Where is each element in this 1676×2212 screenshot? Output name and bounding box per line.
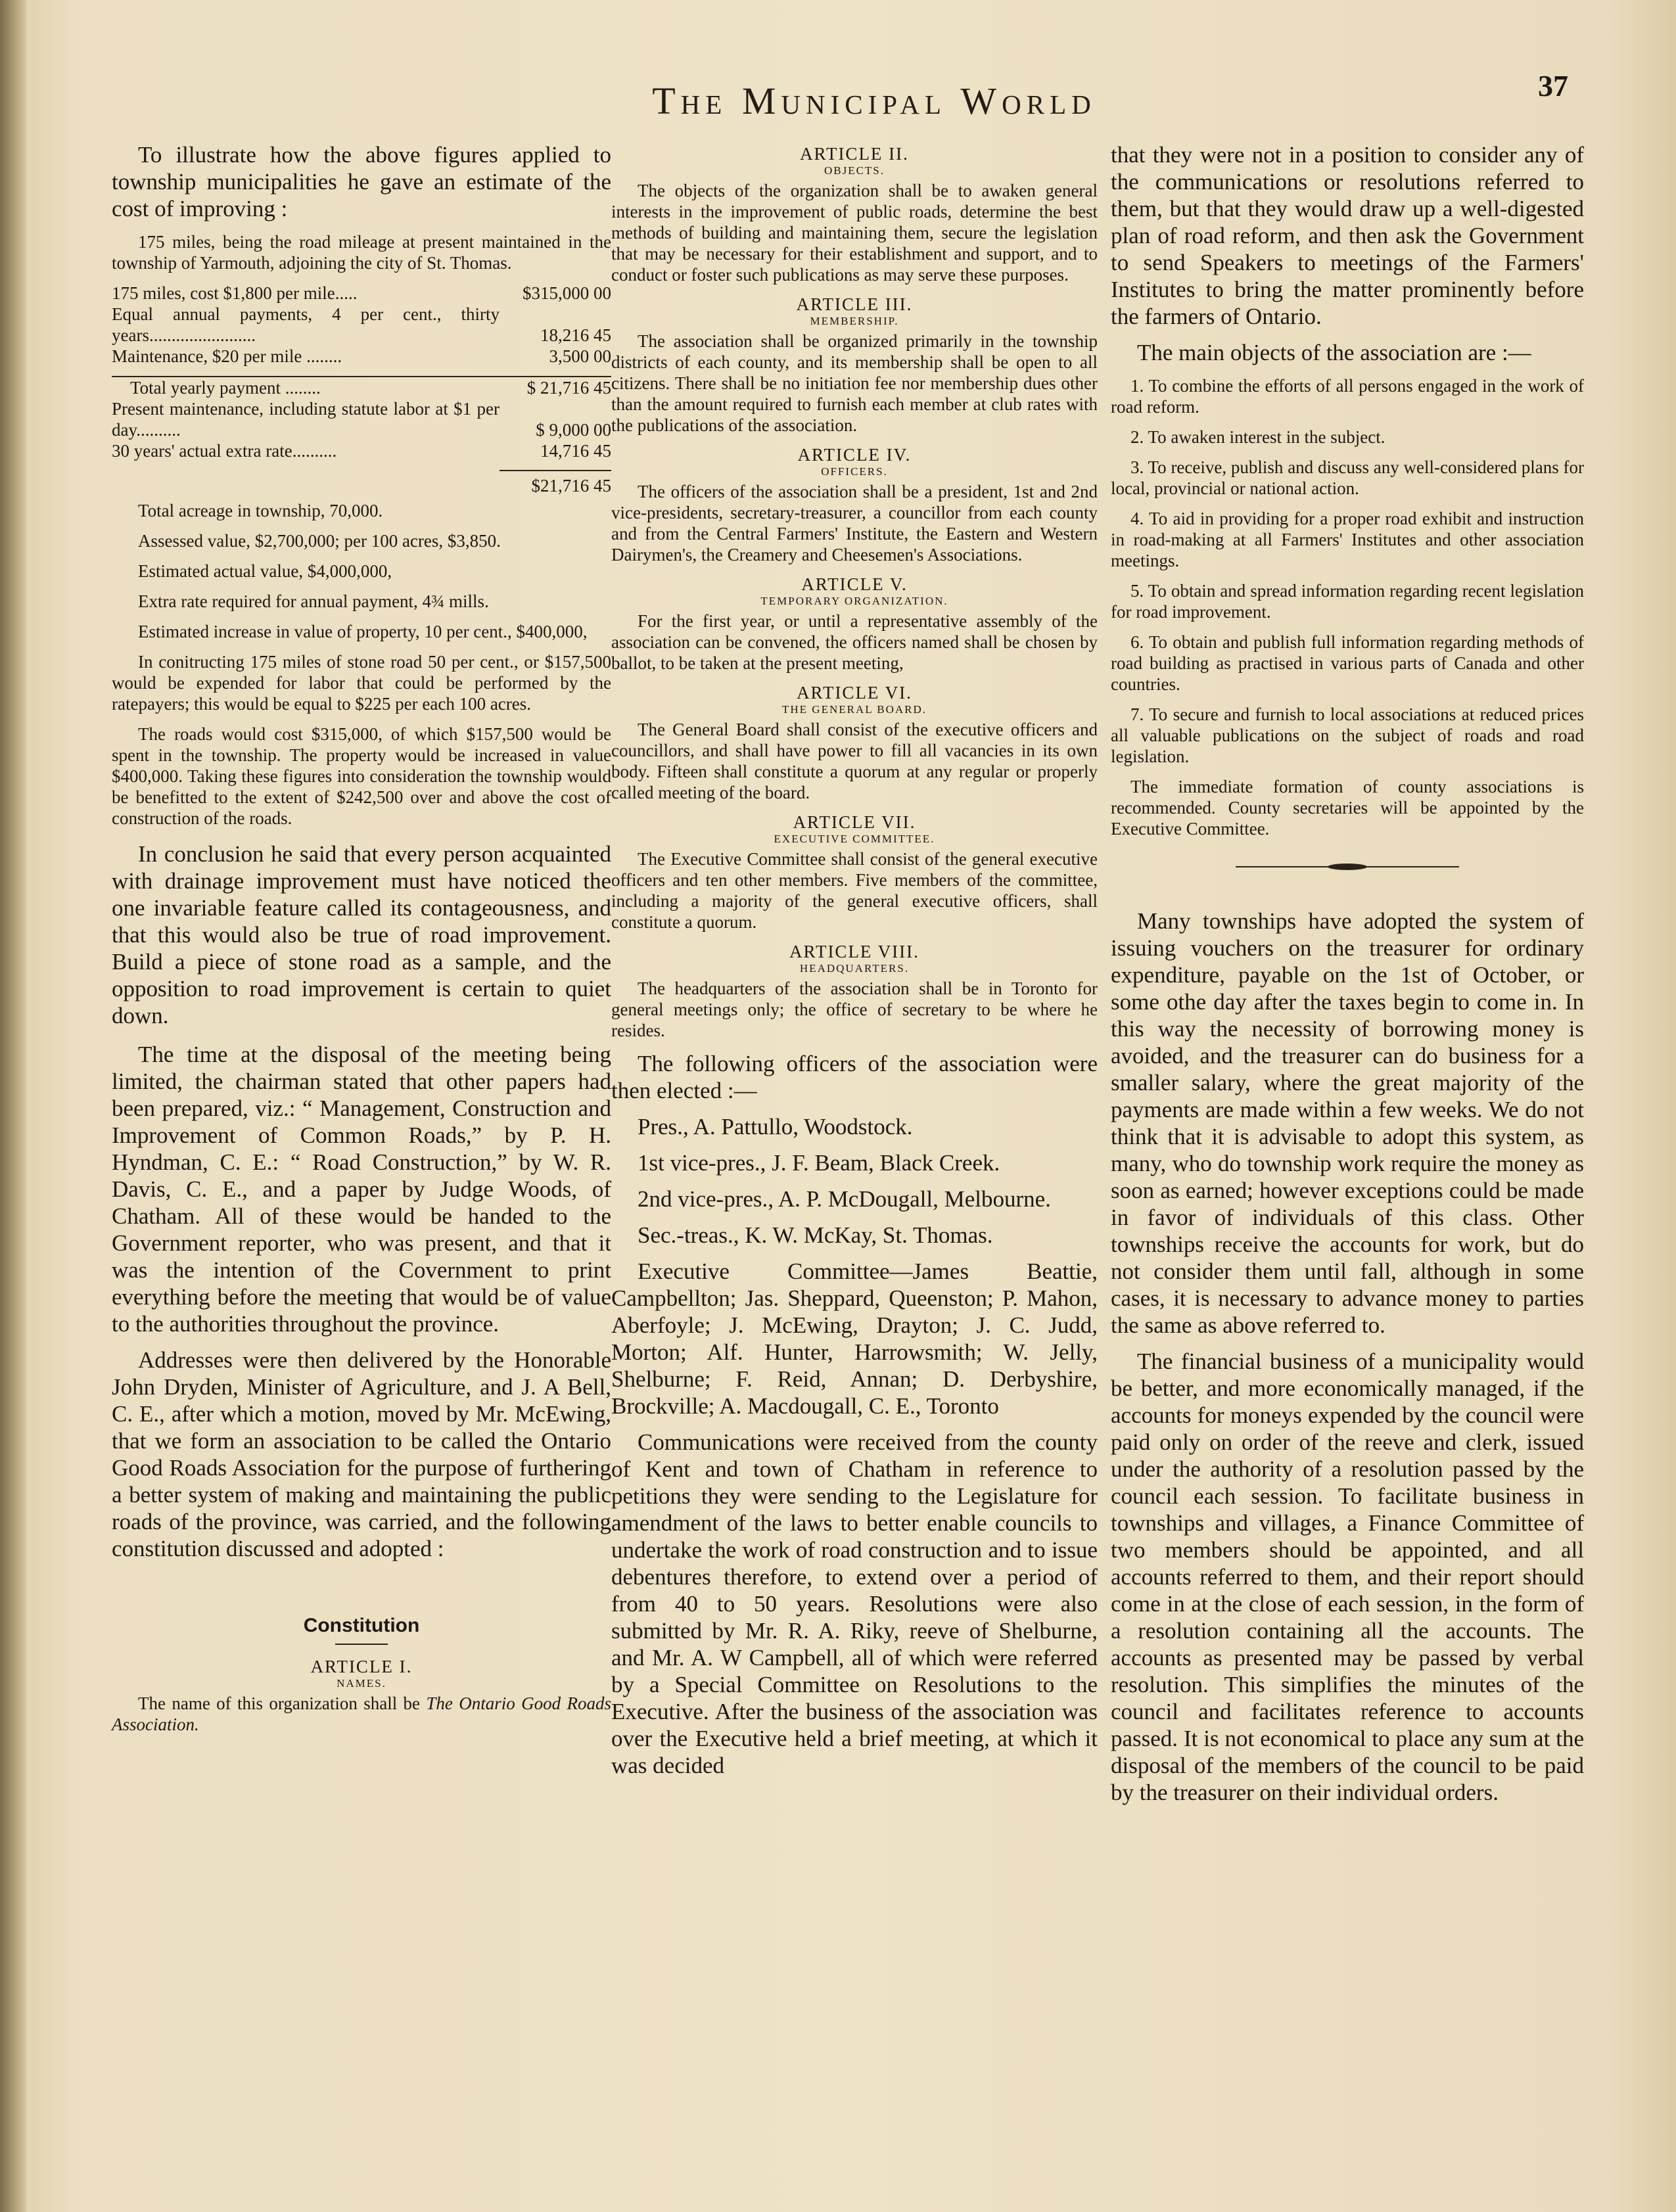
cost-table bbox=[112, 283, 611, 496]
paragraph: The objects of the organization shall be to awaken general interests in the improvement of public roads, determine the best methods of building and maintaining them, secure the legislation that may be necessary for their establishment and support, and to conduct or foster such publications as may serve these purposes. bbox=[611, 181, 1098, 285]
table-cell: Maintenance, $20 per mile ........ bbox=[112, 346, 342, 366]
table-cell: 30 years' actual extra rate.......... bbox=[112, 441, 337, 461]
table-cell: Equal annual payments, 4 per cent., thirty years........................ bbox=[112, 304, 500, 345]
list-item: 5. To obtain and spread information regarding recent legislation for road improvement. bbox=[1111, 581, 1584, 622]
article-subheading: TEMPORARY ORGANIZATION. bbox=[760, 595, 948, 607]
article-heading: ARTICLE I. bbox=[310, 1657, 413, 1676]
article-subheading: OFFICERS. bbox=[821, 465, 888, 478]
paragraph: Estimated actual value, $4,000,000, bbox=[138, 561, 392, 581]
paragraph: In conitructing 175 miles of stone road 50 per cent., or $157,500 would be expended for labor that could be performed by the ratepayers; this would be equal to $225 per each 100 acres. bbox=[112, 652, 611, 714]
article-heading: ARTICLE III. bbox=[796, 294, 913, 314]
table-row bbox=[112, 283, 611, 304]
table-cell: 175 miles, cost $1,800 per mile..... bbox=[112, 283, 358, 303]
section-heading: Constitution bbox=[303, 1615, 420, 1636]
article-heading: ARTICLE IV. bbox=[797, 445, 912, 465]
paragraph: The General Board shall consist of the executive officers and councillors, and shall have power to fill all vacancies in its own body. Fifteen shall constitute a quorum at any regular or properly called meeting of the board. bbox=[611, 720, 1098, 802]
page-title: The Municipal World bbox=[652, 80, 1096, 122]
table-cell: 14,716 45 bbox=[540, 441, 611, 461]
article-heading: ARTICLE II. bbox=[800, 144, 909, 164]
table-row bbox=[112, 440, 611, 471]
article-subheading: NAMES. bbox=[337, 1677, 386, 1690]
article-heading: ARTICLE V. bbox=[801, 574, 908, 594]
paragraph: The headquarters of the association shall be in Toronto for general meetings only; the office of secretary to be where he resides. bbox=[611, 979, 1098, 1040]
table-cell: 3,500 00 bbox=[549, 346, 611, 366]
list-item: 1. To combine the efforts of all persons engaged in the work of road reform. bbox=[1111, 376, 1584, 417]
list-item: 4. To aid in providing for a proper road exhibit and instruction in road-making at all Farmers' Institutes and other association meetings. bbox=[1111, 509, 1584, 570]
paragraph: 2nd vice-pres., A. P. McDougall, Melbourne. bbox=[638, 1186, 1051, 1212]
table-row bbox=[112, 304, 611, 346]
column-1 bbox=[112, 141, 611, 1744]
paragraph: Assessed value, $2,700,000; per 100 acres, $3,850. bbox=[138, 531, 501, 551]
paragraph: The main objects of the association are :— bbox=[1137, 340, 1531, 365]
paragraph: Communications were received from the county of Kent and town of Chatham in reference to petitions they were sending to the Legislature for amendment of the laws to better enable councils to undertake the work of road construction and to issue debentures therefore, to extend over a period of from 40 to 50 years. Resolutions were also submitted by Mr. R. A. Riky, reeve of Shelburne, and Mr. A. W Campbell, all of which were referred by a Special Committee on Resolutions to the Executive. After the business of the association was over the Executive held a brief meeting, at which it was decided bbox=[611, 1429, 1098, 1778]
list-item: 6. To obtain and publish full information regarding methods of road building as practised in various parts of Canada and other countries. bbox=[1111, 632, 1584, 694]
paragraph: Sec.-treas., K. W. McKay, St. Thomas. bbox=[638, 1222, 993, 1248]
paragraph: In conclusion he said that every person acquainted with drainage improvement must have noticed the one invariable feature called its contageousness, and that this would also be true of road improvement. Build a piece of stone road as a sample, and the opposition to road improvement is certain to quiet down. bbox=[112, 841, 611, 1028]
paragraph: The officers of the association shall be a president, 1st and 2nd vice-presidents, secretary-treasurer, a councillor from each county and from the Central Farmers' Institute, the Eastern and Western Dairymen's, the Creamery and Cheesemen's Associations. bbox=[611, 482, 1098, 565]
paragraph: Pres., A. Pattullo, Woodstock. bbox=[638, 1114, 913, 1140]
table-row bbox=[112, 377, 611, 398]
paragraph: that they were not in a position to consider any of the communications or resolutions referred to them, but that they would draw up a well-digested plan of road reform, and then ask the Government to send Speakers to meetings of the Farmers' Institutes to bring the matter prominently before the farmers of Ontario. bbox=[1111, 142, 1584, 329]
article-subheading: HEADQUARTERS. bbox=[799, 962, 910, 975]
table-row bbox=[112, 346, 611, 377]
table-row bbox=[112, 398, 611, 440]
ornamental-divider bbox=[1236, 865, 1459, 868]
paragraph: To illustrate how the above figures applied to township municipalities he gave an estimate of the cost of improving : bbox=[112, 142, 611, 221]
paragraph: 1st vice-pres., J. F. Beam, Black Creek. bbox=[638, 1150, 1000, 1176]
paragraph: Extra rate required for annual payment, 4¾ mills. bbox=[138, 591, 489, 611]
table-cell: $21,716 45 bbox=[500, 471, 611, 496]
paragraph: The Executive Committee shall consist of the general executive officers and ten other members. Five members of the committee, including a majority of the general executive officers, shall constitute a quorum. bbox=[611, 849, 1098, 932]
article-subheading: EXECUTIVE COMMITTEE. bbox=[774, 833, 935, 845]
table-cell: 18,216 45 bbox=[540, 325, 611, 345]
divider bbox=[335, 1644, 388, 1645]
article-subheading: THE GENERAL BOARD. bbox=[782, 703, 927, 716]
paragraph bbox=[112, 1693, 611, 1735]
list-item: 7. To secure and furnish to local associations at reduced prices all valuable publications on the subject of roads and road legislation. bbox=[1111, 704, 1584, 766]
page-number: 37 bbox=[1538, 69, 1568, 103]
table-cell: Present maintenance, including statute labor at $1 per day.......... bbox=[112, 399, 500, 440]
paragraph: The financial business of a municipality would be better, and more economically managed, if the accounts for moneys expended by the council were paid only on order of the reeve and clerk, issued under the authority of a resolution passed by the council each session. To facilitate business in townships and villages, a Finance Committee of two members should be appointed, and all accounts referred to them, and their report should come in at the close of each session, in the form of a resolution containing all the accounts. The accounts as presented may be passed by verbal resolution. This simplifies the minutes of the council and facilitates reference to accounts passed. It is not economical to place any sum at the disposal of the members of the council to be paid by the treasurer on their individual orders. bbox=[1111, 1348, 1584, 1805]
paragraph: The following officers of the association were then elected :— bbox=[611, 1051, 1098, 1103]
objects-list bbox=[1111, 375, 1584, 839]
paragraph: Many townships have adopted the system of issuing vouchers on the treasurer for ordinary expenditure, payable on the 1st of October, or some othe day after the taxes begin to come in. In this way the necessity of borrowing money is avoided, and the treasurer can do business for a smaller salary, where the great majority of the payments are made within a few weeks. We do not think that it is advisable to adopt this system, as many, who do township work require the money as soon as earned; however exceptions could be made in favor of individuals of this class. Other townships receive the accounts for work, but do not consider them until fall, although in some cases, it is necessary to advance money to parties the same as above referred to. bbox=[1111, 908, 1584, 1338]
table-cell: $315,000 00 bbox=[523, 283, 611, 303]
paragraph: The roads would cost $315,000, of which $157,500 would be spent in the township. The property would be increased in value $400,000. Taking these figures into consideration the township would be benefitted to the extent of $242,500 over and above the cost of construction of the roads. bbox=[112, 724, 611, 828]
article-subheading: MEMBERSHIP. bbox=[810, 315, 899, 327]
paragraph: The time at the disposal of the meeting being limited, the chairman stated that other papers had been prepared, viz.: “ Management, Construction and Improvement of Common Roads,” by P. H. Hyndman, C. E.: “ Road Construction,” by W. R. Davis, C. E., and a paper by Judge Woods, of Chatham. All of these would be handed to the Government reporter, who was present, and that it was the intention of the Covernment to print everything before the meeting that would be of value to the authorities throughout the province. bbox=[112, 1042, 611, 1337]
article-heading: ARTICLE VI. bbox=[797, 683, 912, 703]
paragraph: Total acreage in township, 70,000. bbox=[138, 501, 383, 520]
paragraph: The association shall be organized primarily in the township districts of each county, and its membership shall be open to all citizens. There shall be no initiation fee nor membership dues other than the amount required to furnish each member at club rates with the publications of the association. bbox=[611, 331, 1098, 435]
column-3 bbox=[1111, 141, 1584, 1815]
association-name: The Ontario Good Roads Association. bbox=[112, 1694, 611, 1734]
paragraph: Estimated increase in value of property, 10 per cent., $400,000, bbox=[138, 622, 588, 641]
book-spine bbox=[0, 0, 26, 2212]
list-item: 3. To receive, publish and discuss any well-considered plans for local, provincial or national action. bbox=[1111, 457, 1584, 498]
paragraph: Addresses were then delivered by the Honorable John Dryden, Minister of Agriculture, and J. A Bell, C. E., after which a motion, moved by Mr. McEwing, that we form an association to be called the Ontario Good Roads Association for the purpose of furthering a better system of making and maintaining the public roads of the province, was carried, and the following constitution discussed and adopted : bbox=[112, 1347, 611, 1561]
article-text: The name of this organization shall be bbox=[138, 1694, 421, 1713]
list-item: 2. To awaken interest in the subject. bbox=[1130, 427, 1385, 447]
article-heading: ARTICLE VII. bbox=[793, 812, 916, 832]
table-cell: Total yearly payment ........ bbox=[112, 377, 500, 398]
paragraph: 175 miles, being the road mileage at present maintained in the township of Yarmouth, adjoining the city of St. Thomas. bbox=[112, 232, 611, 273]
list-item: The immediate formation of county associations is recommended. County secretaries will be appointed by the Executive Committee. bbox=[1111, 777, 1584, 839]
table-cell: $ 21,716 45 bbox=[500, 377, 611, 398]
column-2 bbox=[611, 141, 1098, 1788]
paragraph: Executive Committee—James Beattie, Campbellton; Jas. Sheppard, Queenston; P. Mahon, Aberfoyle; J. McEwing, Drayton; J. C. Judd, Morton; Alf. Hunter, Harrowsmith; W. Jelly, Shelburne; F. Reid, Annan; D. Derbyshire, Brockville; A. Macdougall, C. E., Toronto bbox=[611, 1258, 1098, 1419]
paragraph: For the first year, or until a representative assembly of the association can be convened, the officers named shall be chosen by ballot, to be taken at the present meeting, bbox=[611, 611, 1098, 673]
article-subheading: OBJECTS. bbox=[824, 164, 885, 177]
table-row bbox=[112, 471, 611, 496]
table-cell: $ 9,000 00 bbox=[536, 420, 611, 440]
article-heading: ARTICLE VIII. bbox=[789, 942, 919, 961]
table-cell bbox=[112, 471, 500, 496]
